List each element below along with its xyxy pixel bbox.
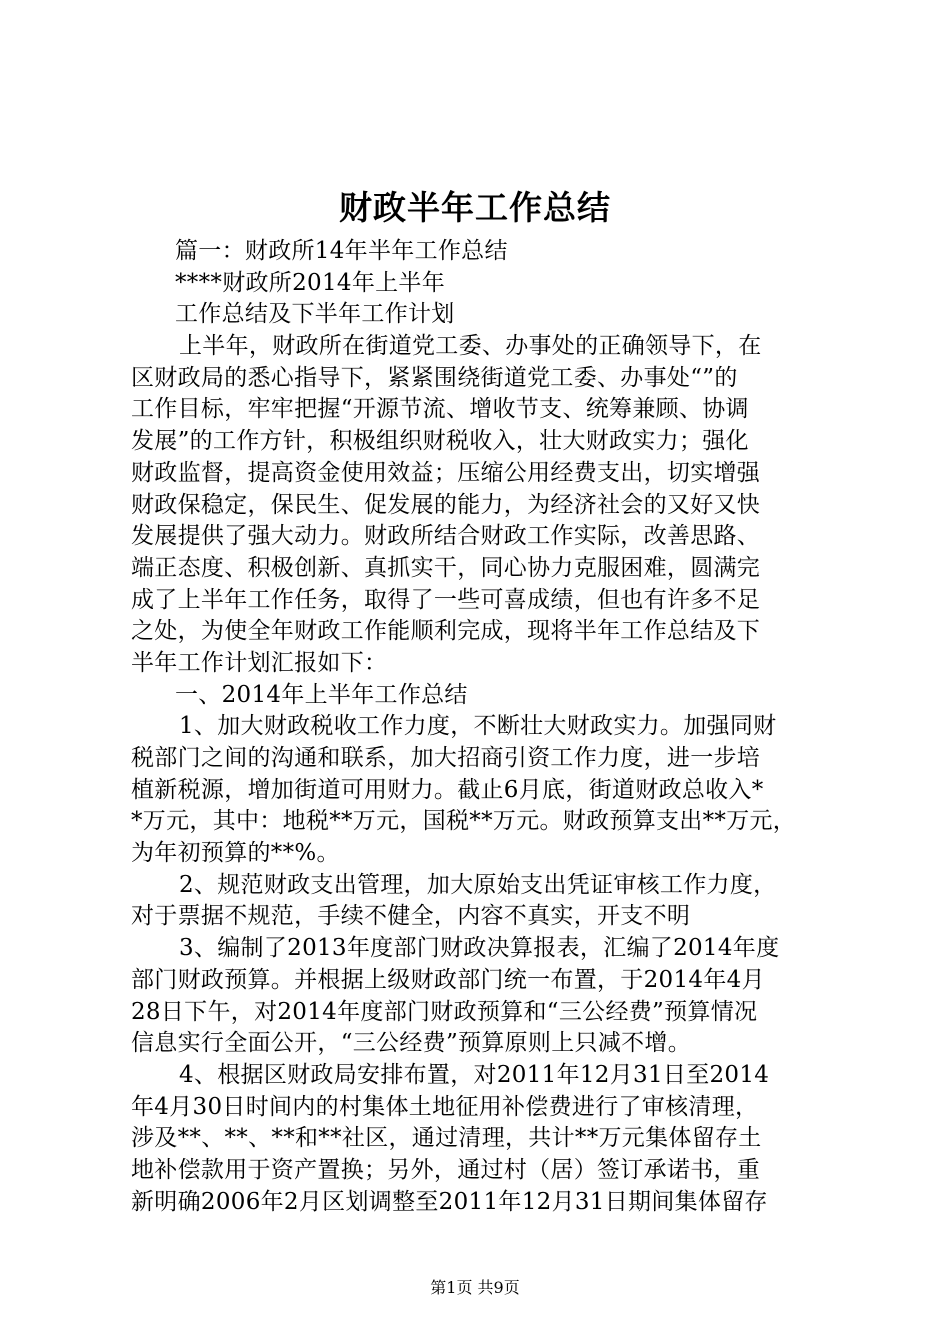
text-line: 对于票据不规范，手续不健全，内容不真实，开支不明 xyxy=(131,903,691,930)
text-line: 上半年，财政所在街道党工委、办事处的正确领导下，在 xyxy=(179,333,762,360)
text-line: 工作总结及下半年工作计划 xyxy=(175,301,455,328)
text-line: 涉及**、**、**和**社区，通过清理，共计**万元集体留存土 xyxy=(131,1125,762,1152)
text-line: 新明确2006年2月区划调整至2011年12月31日期间集体留存 xyxy=(131,1188,768,1215)
text-line: 信息实行全面公开，“三公经费”预算原则上只减不增。 xyxy=(131,1030,692,1057)
text-line: 工作目标，牢牢把握“开源节流、增收节支、统筹兼顾、协调 xyxy=(131,396,749,423)
text-line: 发展”的工作方针，积极组织财税收入，壮大财政实力；强化 xyxy=(131,428,749,455)
text-line: 为年初预算的**%。 xyxy=(131,840,340,867)
text-line: 年4月30日时间内的村集体土地征用补偿费进行了审核清理， xyxy=(131,1093,759,1120)
section-heading: 一、2014年上半年工作总结 xyxy=(175,681,468,708)
text-line: 成了上半年工作任务，取得了一些可喜成绩，但也有许多不足 xyxy=(131,586,761,613)
document-body xyxy=(131,236,831,1218)
text-line: 地补偿款用于资产置换；另外，通过村（居）签订承诺书，重 xyxy=(131,1156,761,1183)
text-line: 3、编制了2013年度部门财政决算报表，汇编了2014年度 xyxy=(179,935,780,962)
text-line: 4、根据区财政局安排布置，对2011年12月31日至2014 xyxy=(179,1061,770,1088)
text-line: 半年工作计划汇报如下： xyxy=(131,649,388,676)
text-line: 植新税源，增加街道可用财力。截止6月底，街道财政总收入* xyxy=(131,776,764,803)
text-line: 之处，为使全年财政工作能顺利完成，现将半年工作总结及下 xyxy=(131,618,761,645)
text-line: 1、加大财政税收工作力度，不断壮大财政实力。加强同财 xyxy=(179,713,777,740)
text-line: 部门财政预算。并根据上级财政部门统一布置，于2014年4月 xyxy=(131,966,765,993)
text-line: 财政保稳定，保民生、促发展的能力，为经济社会的又好又快 xyxy=(131,491,761,518)
text-line: 篇一：财政所14年半年工作总结 xyxy=(175,238,508,264)
text-line: 端正态度、积极创新、真抓实干，同心协力克服困难，圆满完 xyxy=(131,554,761,581)
text-line: *万元，其中：地税**万元，国税**万元。财政预算支出**万元， xyxy=(131,808,797,835)
text-line: 财政监督，提高资金使用效益；压缩公用经费支出，切实增强 xyxy=(131,459,761,486)
text-line: 税部门之间的沟通和联系，加大招商引资工作力度，进一步培 xyxy=(131,745,761,771)
text-line: 28日下午，对2014年度部门财政预算和“三公经费”预算情况 xyxy=(131,998,758,1025)
page-footer: 第1页 共9页 xyxy=(430,1278,520,1297)
text-line: 2、规范财政支出管理，加大原始支出凭证审核工作力度， xyxy=(179,871,777,898)
text-line: 发展提供了强大动力。财政所结合财政工作实际，改善思路、 xyxy=(131,523,761,550)
document-title: 财政半年工作总结 xyxy=(339,188,611,227)
text-line: ****财政所2014年上半年 xyxy=(175,269,446,296)
text-line: 区财政局的悉心指导下，紧紧围绕街道党工委、办事处“”的 xyxy=(131,364,738,391)
